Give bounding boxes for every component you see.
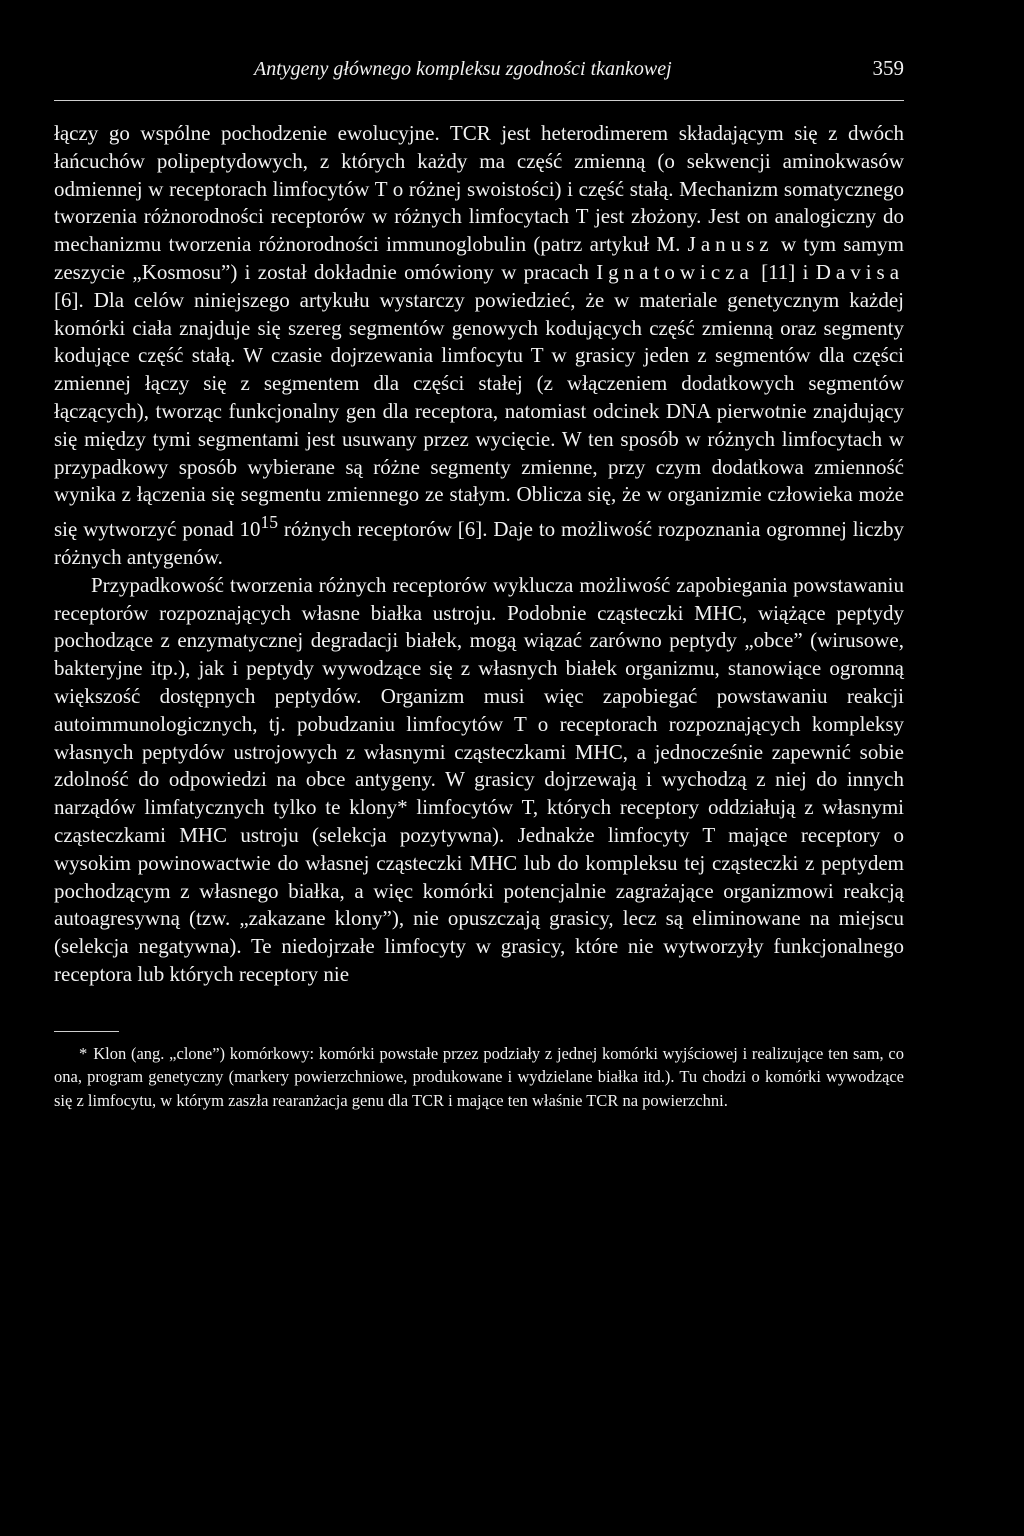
paragraph-1 [54, 120, 904, 572]
running-header [54, 56, 904, 100]
footnote-rule [54, 1031, 119, 1032]
exponent: 15 [260, 512, 279, 533]
paragraph-2: Przypadkowość tworzenia różnych receptorów wyklucza możliwość zapobiegania powstawaniu receptorów rozpoznających własne białka ustroju. Podobnie cząsteczki MHC, wiążące peptydy pochodzące z enzymatycznej degradacji białek, mogą wiązać zarówno peptydy „obce” (wirusowe, bakteryjne itp.), jak i peptydy wywodzące się z własnych białek organizmu, stanowiące ogromną większość dostępnych peptydów. Organizm musi więc zapobiegać powstawaniu reakcji autoimmunologicznych, tj. pobudzaniu limfocytów T o receptorach rozpoznających kompleksy własnych peptydów ustrojowych z własnymi cząsteczkami MHC, a jednocześnie zapewnić sobie zdolność do odpowiedzi na obce antygeny. W grasicy dojrzewają i wychodzą z niej do innych narządów limfatycznych tylko te klony* limfocytów T, których receptory oddziałują z własnymi cząsteczkami MHC ustroju (selekcja pozytywna). Jednakże limfocyty T mające receptory o wysokim powinowactwie do własnej cząsteczki MHC lub do kompleksu tej cząsteczki z peptydem pochodzącym z własnego białka, a więc komórki potencjalnie zagrażające organizmowi reakcją autoagresywną (tzw. „zakazane klony”), nie opuszczają grasicy, lecz są eliminowane na miejscu (selekcja negatywna). Te niedojrzałe limfocyty w grasicy, które nie wytworzyły funkcjonalnego receptora lub których receptory nie [54, 572, 904, 986]
paragraph-1-part-2: w tym samym zeszycie „Kosmosu”) i został dokładnie omówiony w pracach [54, 232, 905, 284]
footnote-text: Klon (ang. „clone”) komórkowy: komórki powstałe przez podziały z jednej komórki wyjściowej i realizujące ten sam, co ona, program genetyczny (markery powierzchniowe, produkowane i wydzielane białka itd.). Tu chodzi o komórki wywodzące się z limfocytu, w którym zaszła rearanżacja genu dla TCR i mające ten właśnie TCR na powierzchni. [54, 1043, 904, 1110]
author-name-ignatowicza: Ignatowicza [596, 259, 754, 284]
page-number: 359 [872, 56, 904, 80]
running-title: Antygeny głównego kompleksu zgodności tkankowej [254, 58, 672, 80]
footnote [54, 1042, 904, 1113]
author-name-janusz: Janusz [687, 232, 774, 257]
document-page [54, 56, 904, 1112]
body-text [54, 120, 904, 989]
footnote-marker: * [79, 1043, 88, 1063]
reference-11: [11] i [761, 259, 809, 284]
header-rule [54, 100, 904, 101]
paragraph-1-part-1: łączy go wspólne pochodzenie ewolucyjne. TCR jest heterodimerem składającym się z dwóch łańcuchów polipeptydowych, z których każdy ma część zmienną (o sekwencji aminokwasów odmiennej w receptorach limfocytów T o różnej swoistości) i część stałą. Mechanizm somatycznego tworzenia różnorodności receptorów w różnych limfocytach T jest złożony. Jest on analogiczny do mechanizmu tworzenia różnorodności immunoglobulin (patrz artykuł M. [54, 121, 904, 257]
paragraph-1-part-4: różnych receptorów [6]. Daje to możliwość rozpoznania ogromnej liczby różnych antygenów. [54, 517, 905, 569]
paragraph-1-part-3: [6]. Dla celów niniejszego artykułu wystarczy powiedzieć, że w materiale genetycznym każdej komórki ciała znajduje się szereg segmentów genowych kodujących część zmienną oraz segmenty kodujące część stałą. W czasie dojrzewania limfocytu T w grasicy jeden z segmentów dla części zmiennej łączy się z segmentem dla części stałej (z włączeniem dodatkowych segmentów łączących), tworząc funkcjonalny gen dla receptora, natomiast odcinek DNA pierwotnie znajdujący się między tymi segmentami jest usuwany przez wycięcie. W ten sposób w różnych limfocytach w przypadkowy sposób wybierane są różne segmenty zmienne, przy czym dodatkowa zmienność wynika z łączenia się segmentu zmiennego ze stałym. Oblicza się, że w organizmie człowieka może się wytworzyć ponad 10 [54, 287, 904, 542]
author-name-davisa: Davisa [815, 259, 905, 284]
